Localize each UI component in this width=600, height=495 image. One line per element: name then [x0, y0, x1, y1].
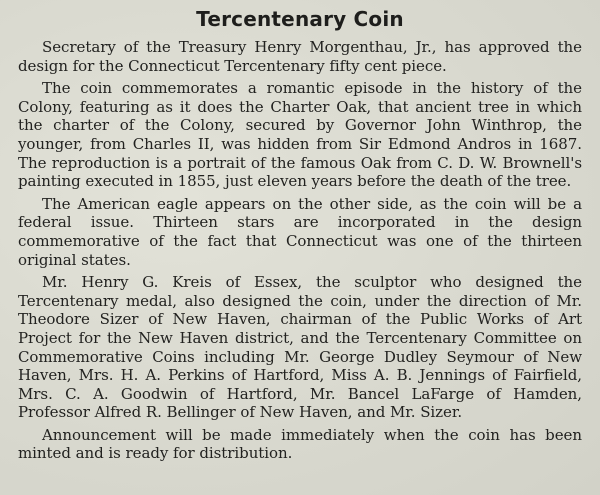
- paragraph-approval: Secretary of the Treasury Henry Morgenthau, Jr., has approved the design for the Connecticut Tercentenary fifty cent piece.: [18, 38, 582, 75]
- paragraph-announcement: Announcement will be made immediately when the coin has been minted and is ready for distribution.: [18, 425, 582, 463]
- paragraph-charter-oak: The coin commemorates a romantic episode in the history of the Colony, featuring as it does the Charter Oak, that ancient tree in which the charter of the Colony, secured by Governor John Winthrop, the younger, from Charles II, was hidden from Sir Edmond Andros in 1687. The reproduction is a portrait of the famous Oak from C. D. W. Brownell's painting executed in 1855, just eleven years before the death of the tree.: [18, 79, 582, 191]
- paragraph-eagle: The American eagle appears on the other side, as the coin will be a federal issue. Thirteen stars are incorporated in the design commemorative of the fact that Connecticut was one of the thirteen original states.: [18, 194, 582, 269]
- paragraph-designer: Mr. Henry G. Kreis of Essex, the sculptor who designed the Tercentenary medal, also designed the coin, under the direction of Mr. Theodore Sizer of New Haven, chairman of the Public Works of Art Project for the New Haven district, and the Tercentenary Committee on Commemorative Coins including Mr. George Dudley Seymour of New Haven, Mrs. H. A. Perkins of Hartford, Miss A. B. Jennings of Fairfield, Mrs. C. A. Goodwin of Hartford, Mr. Bancel LaFarge of Hamden, Professor Alfred R. Bellinger of New Haven, and Mr. Sizer.: [18, 273, 582, 422]
- article-title: Tercentenary Coin: [196, 7, 404, 31]
